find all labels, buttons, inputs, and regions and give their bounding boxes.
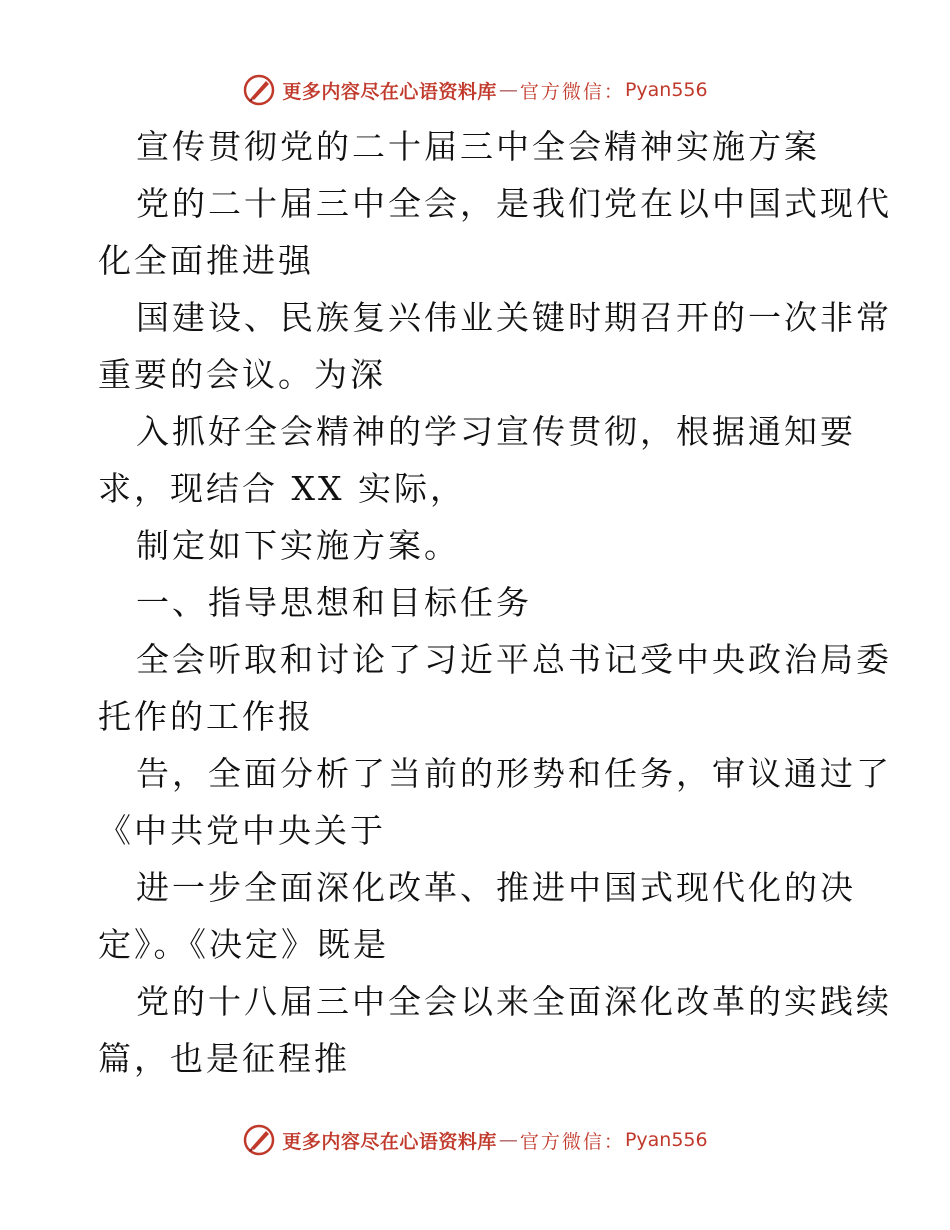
text-line: 化全面推进强 [98,241,314,280]
watermark-main-text: 更多内容尽在心语资料库 [282,80,497,103]
text-line: 告，全面分析了当前的形势和任务，审议通过了 [136,754,892,793]
text-line: 《中共党中央关于 [98,811,386,850]
watermark-wechat-id: Pyan556 [624,79,708,101]
text-line: 党的十八届三中全会以来全面深化改革的实践续 [136,982,892,1021]
text-line: 篇，也是征程推 [98,1039,350,1078]
text-line: 制定如下实施方案。 [136,526,460,565]
text-line: 党的二十届三中全会，是我们党在以中国式现代 [136,184,892,223]
text-line: 定》。《决定》既是 [98,925,389,964]
document-body [98,118,892,1087]
section-heading: 一、指导思想和目标任务 [136,583,532,622]
quill-pen-circle-icon [242,73,276,107]
watermark-separator: — [498,79,518,101]
text-line: 入抓好全会精神的学习宣传贯彻，根据通知要 [136,412,856,451]
document-title: 宣传贯彻党的二十届三中全会精神实施方案 [136,127,820,166]
text-line: 进一步全面深化改革、推进中国式现代化的决 [136,868,856,907]
watermark-separator: — [498,1129,518,1151]
text-line: 托作的工作报 [98,697,314,736]
footer-watermark [0,1120,950,1160]
watermark-main-text: 更多内容尽在心语资料库 [282,1130,497,1153]
quill-pen-circle-icon [242,1123,276,1157]
header-watermark [0,70,950,110]
text-line: 全会听取和讨论了习近平总书记受中央政治局委 [136,640,892,679]
watermark-wechat-id: Pyan556 [624,1129,708,1151]
text-line: 国建设、民族复兴伟业关键时期召开的一次非常 [136,298,892,337]
text-line: 求，现结合 XX 实际， [98,469,466,508]
watermark-sub-text: 官方微信： [519,1130,625,1153]
watermark-sub-text: 官方微信： [519,80,625,103]
text-line: 重要的会议。为深 [98,355,386,394]
